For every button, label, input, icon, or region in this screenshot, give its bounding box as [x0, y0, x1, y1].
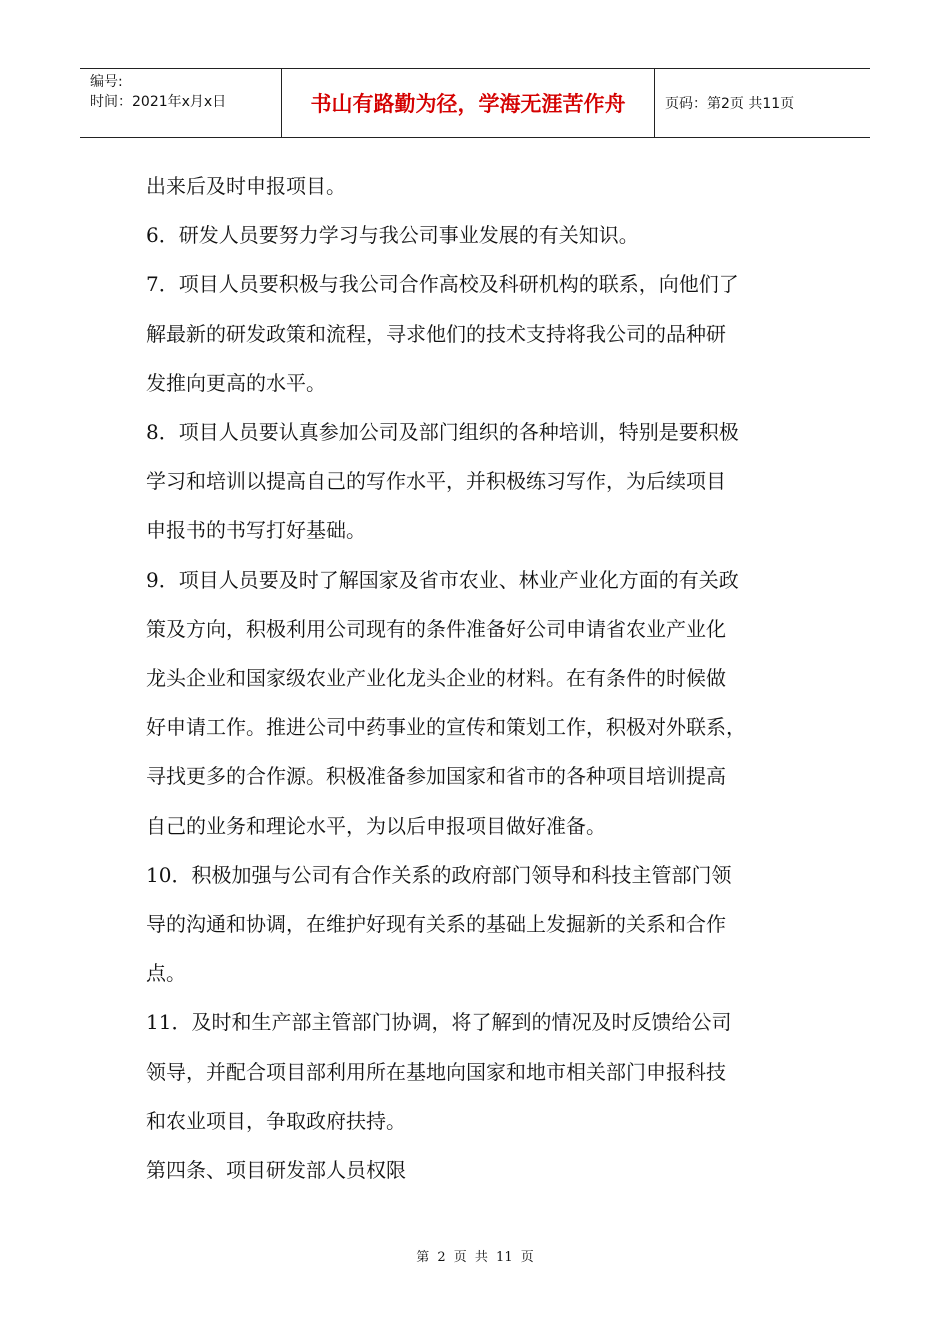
body-line: 11．及时和生产部主管部门协调，将了解到的情况及时反馈给公司: [146, 1010, 732, 1035]
body-line: 申报书的书写打好基础。: [146, 518, 366, 543]
body-line: 出来后及时申报项目。: [146, 174, 346, 198]
body-line: 领导，并配合项目部利用所在基地向国家和地市相关部门申报科技: [146, 1059, 726, 1084]
body-line: 好申请工作。推进公司中药事业的宣传和策划工作，积极对外联系，: [146, 715, 746, 740]
header-motto: 书山有路勤为径，学海无涯苦作舟: [282, 69, 655, 137]
body-line: 和农业项目，争取政府扶持。: [146, 1108, 406, 1133]
body-line: 点。: [146, 961, 186, 986]
body-line: 学习和培训以提高自己的写作水平，并积极练习写作，为后续项目: [146, 469, 726, 494]
body-line: 发推向更高的水平。: [146, 370, 326, 395]
document-number-label: 编号:: [90, 74, 123, 90]
document-date: 时间：2021年x月x日: [90, 94, 227, 110]
body-line: 解最新的研发政策和流程，寻求他们的技术支持将我公司的品种研: [146, 321, 726, 346]
document-header: [80, 68, 870, 138]
body-line: 自己的业务和理论水平，为以后申报项目做好准备。: [146, 813, 606, 838]
section-heading: 第四条、项目研发部人员权限: [146, 1158, 406, 1183]
body-line: 龙头企业和国家级农业产业化龙头企业的材料。在有条件的时候做: [146, 666, 726, 691]
header-page-number: 页码：第2页 共11页: [665, 96, 795, 112]
body-line: 6．研发人员要努力学习与我公司事业发展的有关知识。: [146, 223, 639, 248]
document-body: [146, 162, 816, 1195]
body-line: 9．项目人员要及时了解国家及省市农业、林业产业化方面的有关政: [146, 567, 739, 592]
body-line: 寻找更多的合作源。积极准备参加国家和省市的各种项目培训提高: [146, 764, 726, 789]
body-line: 8．项目人员要认真参加公司及部门组织的各种培训，特别是要积极: [146, 420, 739, 445]
body-line: 策及方向，积极利用公司现有的条件准备好公司申请省农业产业化: [146, 616, 726, 641]
header-meta: [80, 69, 282, 137]
page-footer: 第 2 页 共 11 页: [416, 1250, 534, 1265]
body-line: 10．积极加强与公司有合作关系的政府部门领导和科技主管部门领: [146, 862, 732, 887]
body-line: 7．项目人员要积极与我公司合作高校及科研机构的联系，向他们了: [146, 272, 739, 297]
body-line: 导的沟通和协调，在维护好现有关系的基础上发掘新的关系和合作: [146, 912, 726, 937]
